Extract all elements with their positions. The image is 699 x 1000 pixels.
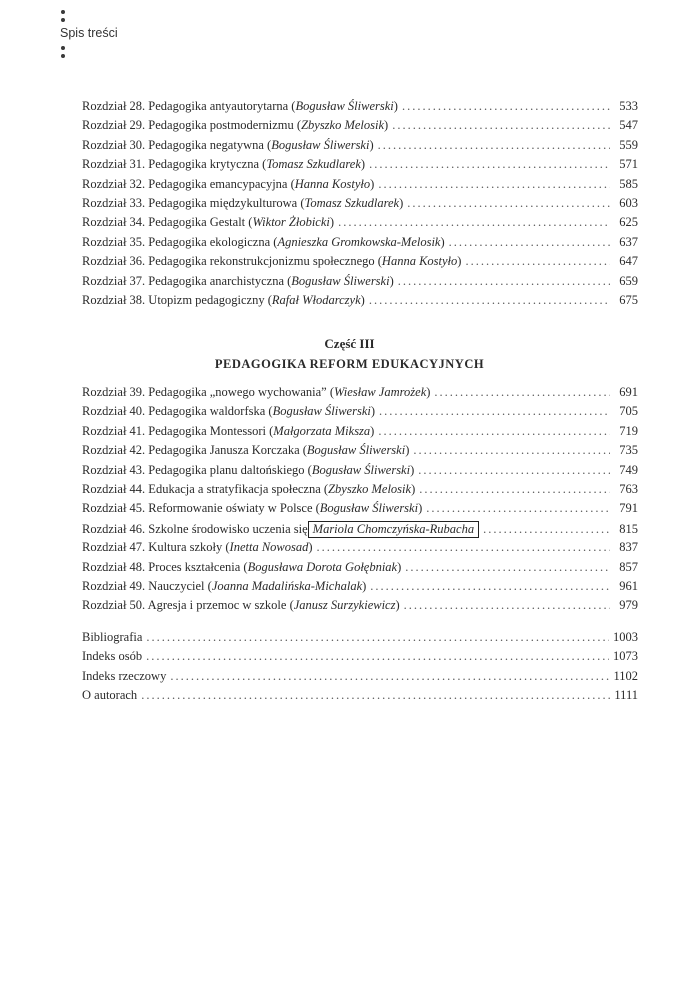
toc-entry-title: Rozdział 37. Pedagogika anarchistyczna ( [82, 273, 292, 288]
dot-leader [465, 254, 610, 269]
toc-entry-title: Rozdział 47. Kultura szkoły ( [82, 540, 230, 555]
toc-entry-paren: ) [405, 443, 410, 458]
toc-entry-title: Rozdział 34. Pedagogika Gestalt ( [82, 215, 253, 230]
toc-entry-author: Bogusław Śliwerski [272, 404, 371, 419]
toc-entry-paren: ) [397, 559, 402, 574]
toc-entry [82, 463, 638, 482]
toc-section-chapters-28-38 [82, 99, 638, 312]
toc-entry-page-number: 1003 [613, 630, 638, 644]
dot-leader [170, 669, 609, 684]
toc-entry-paren: ) [440, 234, 445, 249]
dot-leader [426, 501, 610, 516]
toc-entry-paren: ) [457, 254, 462, 269]
dot-leader [141, 688, 610, 703]
toc-entry [82, 177, 638, 196]
bullet-dot [61, 54, 65, 58]
toc-entry [82, 521, 638, 540]
toc-entry-paren: ) [384, 118, 389, 133]
toc-entry-paren: ) [399, 195, 404, 210]
toc-entry-page-number: 559 [619, 137, 638, 152]
toc-section-chapters-39-50 [82, 385, 638, 618]
toc-entry-page-number: 749 [619, 462, 638, 477]
toc-entry [82, 118, 638, 137]
toc-entry-paren: ) [308, 540, 313, 555]
part-number: Część III [324, 336, 375, 351]
toc-entry [82, 138, 638, 157]
dot-leader [483, 522, 610, 537]
toc-entry-title: Indeks osób [82, 649, 143, 664]
toc-entry-paren: ) [370, 404, 376, 419]
toc-entry-author: Hanna Kostyło [381, 254, 458, 269]
dot-leader [379, 404, 610, 419]
toc-entry-title: Rozdział 31. Pedagogika krytyczna ( [82, 157, 267, 172]
toc-entry-paren: ) [411, 481, 416, 496]
toc-entry-title: Rozdział 45. Reformowanie oświaty w Polsce ( [82, 501, 320, 516]
toc-entry-title: Rozdział 38. Utopizm pedagogiczny ( [82, 292, 272, 307]
toc-entry [82, 540, 638, 559]
toc-entry [82, 254, 638, 273]
toc-entry-paren: ) [410, 462, 415, 477]
toc-entry-title: Rozdział 49. Nauczyciel ( [82, 578, 212, 593]
toc-entry-author: Bogusław Śliwerski [295, 99, 394, 113]
toc-entry-author: Rafał Włodarczyk [271, 292, 361, 307]
toc-entry-page-number: 815 [619, 521, 638, 536]
toc-entry-title: Rozdział 46. Szkolne środowisko uczenia się [82, 521, 308, 536]
toc-entry-page-number: 1102 [613, 668, 638, 683]
toc-entry-paren: ) [389, 273, 394, 288]
toc-entry-page-number: 719 [619, 423, 638, 438]
toc-entry [82, 385, 638, 404]
toc-entry-title: Rozdział 41. Pedagogika Montessori ( [82, 423, 274, 438]
toc-entry-author: Zbyszko Melosik [301, 118, 385, 133]
toc-entry-page-number: 659 [619, 273, 638, 288]
toc-entry-page-number: 675 [619, 292, 638, 307]
toc-entry-author: Joanna Madalińska-Michalak [211, 578, 363, 593]
running-header [60, 10, 118, 58]
toc-entry-paren: ) [418, 501, 423, 516]
toc-entry [82, 560, 638, 579]
dot-leader [404, 598, 610, 613]
toc-entry-title: O autorach [82, 688, 138, 703]
dot-leader [392, 118, 610, 133]
toc-entry-page-number: 961 [619, 578, 638, 593]
toc-entry-page-number: 979 [619, 598, 638, 613]
toc-entry-page-number: 763 [619, 481, 638, 496]
toc-entry-author: Bogusław Śliwerski [306, 443, 406, 458]
toc-entry-page-number: 547 [619, 118, 638, 133]
toc-entry-title: Rozdział 29. Pedagogika postmodernizmu ( [82, 118, 302, 133]
toc-entry-author: Wiesław Jamrożek [334, 385, 427, 399]
toc-entry-page-number: 647 [619, 254, 638, 269]
toc-entry-title: Rozdział 35. Pedagogika ekologiczna ( [82, 234, 278, 249]
dot-leader [370, 579, 610, 594]
toc-entry-title: Indeks rzeczowy [82, 668, 167, 683]
toc-entry-title: Rozdział 48. Proces kształcenia ( [82, 559, 248, 574]
toc-entry-author: Wiktor Żłobicki [252, 215, 330, 230]
toc-entry [82, 196, 638, 215]
toc-entry-title: Rozdział 43. Pedagogika planu daltońskiego ( [82, 462, 312, 477]
dot-leader [369, 293, 610, 308]
toc-entry-title: Rozdział 32. Pedagogika emancypacyjna ( [82, 176, 295, 191]
toc-entry-title: Rozdział 28. Pedagogika antyautorytarna ( [82, 99, 296, 113]
toc-entry [82, 293, 638, 312]
toc-entry-page-number: 571 [619, 157, 638, 172]
bullet-dot [61, 46, 65, 50]
toc-entry-paren: ) [329, 215, 335, 230]
toc-entry-title: Rozdział 42. Pedagogika Janusza Korczaka ( [82, 443, 307, 458]
dot-leader [449, 235, 610, 250]
toc-entry-page-number: 735 [619, 443, 638, 458]
toc-entry [82, 235, 638, 254]
running-header-title: Spis treści [60, 26, 118, 40]
toc-entry [82, 630, 638, 649]
toc-entry-author: Małgorzata Miksza [273, 423, 371, 438]
toc-entry-title: Rozdział 30. Pedagogika negatywna ( [82, 137, 272, 152]
dot-leader [378, 424, 610, 439]
toc-entry-title: Rozdział 39. Pedagogika „nowego wychowania” ( [82, 385, 335, 399]
toc-entry-page-number: 857 [619, 559, 638, 574]
bullet-dot [61, 18, 65, 22]
toc-entry-author: Tomasz Szkudlarek [266, 157, 361, 172]
dot-leader [405, 560, 610, 575]
dot-leader [317, 540, 610, 555]
dot-leader [378, 177, 610, 192]
toc-entry-paren: ) [369, 137, 374, 152]
toc-entry-paren: ) [370, 176, 375, 191]
toc-entry-author: Agnieszka Gromkowska-Melosik [277, 234, 441, 249]
toc-entry [82, 157, 638, 176]
toc-entry-paren: ) [370, 423, 375, 438]
toc-entry-author: Bogusław Śliwerski [311, 462, 411, 477]
toc-entry-title: Rozdział 36. Pedagogika rekonstrukcjonizmu społecznego ( [82, 254, 382, 269]
toc-entry-page-number: 691 [619, 385, 638, 399]
dot-leader [369, 157, 610, 172]
toc-entry [82, 688, 638, 707]
toc-entry-author: Tomasz Szkudlarek [304, 195, 400, 210]
toc-entry-title: Rozdział 44. Edukacja a stratyfikacja społeczna ( [82, 481, 329, 496]
toc-entry-title: Rozdział 50. Agresja i przemoc w szkole ( [82, 598, 294, 613]
toc-entry-author: Bogusław Śliwerski [319, 501, 419, 516]
toc-entry-paren: ) [395, 598, 400, 613]
toc-entry-paren: ) [360, 292, 365, 307]
toc-entry [82, 579, 638, 598]
toc-entry-title: Bibliografia [82, 630, 143, 644]
toc-entry-author: Zbyszko Melosik [328, 481, 412, 496]
toc-entry [82, 274, 638, 293]
toc-entry-page-number: 1073 [613, 649, 638, 664]
bullet-dot [61, 10, 65, 14]
toc-entry [82, 99, 638, 118]
toc-entry [82, 443, 638, 462]
toc-entry-author: Bogusław Śliwerski [291, 273, 390, 288]
toc-entry-title: Rozdział 40. Pedagogika waldorfska ( [82, 404, 273, 419]
toc-entry-author: Bogusław Śliwerski [271, 137, 370, 152]
toc-entry-page-number: 791 [619, 501, 638, 516]
toc-entry-author: Inetta Nowosad [229, 540, 309, 555]
toc-entry-paren: ) [360, 157, 366, 172]
toc-entry-page-number: 837 [619, 540, 638, 555]
dot-leader [398, 274, 610, 289]
dot-leader [419, 482, 610, 497]
part-name: PEDAGOGIKA REFORM EDUKACYJNYCH [214, 357, 485, 371]
toc-entry [82, 669, 638, 688]
toc-entry-page-number: 533 [619, 99, 638, 113]
dot-leader [146, 649, 609, 664]
toc-entry-page-number: 625 [619, 215, 638, 230]
toc-entry [82, 215, 638, 234]
toc-entry-author: Hanna Kostyło [294, 176, 371, 191]
dot-leader [378, 138, 610, 153]
toc-entry [82, 482, 638, 501]
toc-entry-paren: ) [393, 99, 398, 113]
toc-entry-author-boxed: Mariola Chomczyńska-Rubacha [308, 521, 479, 538]
toc-entry [82, 404, 638, 423]
toc-entry-title: Rozdział 33. Pedagogika międzykulturowa ( [82, 195, 305, 210]
toc-entry [82, 649, 638, 668]
toc-entry [82, 424, 638, 443]
toc-entry-page-number: 585 [619, 176, 638, 191]
toc-entry-author: Janusz Surzykiewicz [293, 598, 396, 613]
toc-entry-page-number: 637 [619, 234, 638, 249]
toc-entry-page-number: 603 [619, 195, 638, 210]
dot-leader [434, 385, 610, 400]
toc-entry [82, 598, 638, 617]
toc-entry-page-number: 705 [619, 404, 638, 419]
dot-leader [402, 99, 610, 114]
toc-entry-page-number: 1111 [614, 688, 638, 703]
toc-section-back-matter [82, 630, 638, 708]
dot-leader [146, 630, 609, 645]
dot-leader [407, 196, 610, 211]
dot-leader [338, 215, 610, 230]
toc-entry-author: Bogusława Dorota Gołębniak [247, 559, 398, 574]
toc-entry-paren: ) [362, 578, 367, 593]
dot-leader [418, 463, 610, 478]
toc-entry [82, 501, 638, 520]
toc-entry-paren: ) [426, 385, 431, 399]
dot-leader [413, 443, 610, 458]
